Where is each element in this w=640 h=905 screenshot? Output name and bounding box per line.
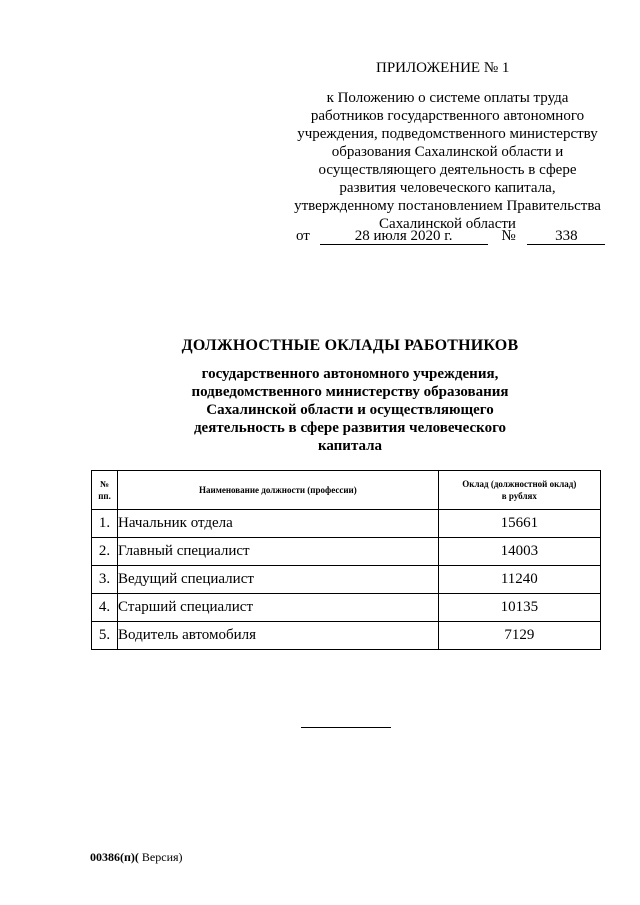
row-salary: 7129	[438, 622, 600, 650]
subtitle-line: государственного автономного учреждения,	[201, 366, 499, 382]
table-row	[92, 566, 601, 594]
resolution-date: 28 июля 2020 г.	[320, 228, 488, 245]
row-number: 5.	[92, 622, 118, 650]
end-divider	[301, 727, 391, 728]
appendix-line: развития человеческого капитала,	[339, 180, 556, 196]
header-number: № пп.	[92, 471, 118, 510]
footer-version: Версия)	[138, 850, 183, 864]
row-position: Ведущий специалист	[118, 566, 439, 594]
header-salary: Оклад (должностной оклад) в рублях	[438, 471, 600, 510]
appendix-line: к Положению о системе оплаты труда	[326, 90, 569, 106]
subtitle-line: Сахалинской области и осуществляющего	[206, 402, 494, 418]
header-position-name: Наименование должности (профессии)	[118, 471, 439, 510]
table-header-row	[92, 471, 601, 510]
appendix-line: осуществляющего деятельность в сфере	[318, 162, 577, 178]
page-title: ДОЛЖНОСТНЫЕ ОКЛАДЫ РАБОТНИКОВ	[181, 337, 519, 354]
row-position: Начальник отдела	[118, 510, 439, 538]
table-row	[92, 538, 601, 566]
table-row	[92, 622, 601, 650]
appendix-line: утвержденному постановлением Правительства	[294, 198, 601, 214]
resolution-date-row	[296, 228, 605, 245]
date-label: от	[296, 228, 310, 244]
row-salary: 11240	[438, 566, 600, 594]
appendix-line: учреждения, подведомственного министерству	[297, 126, 598, 142]
subtitle-line: подведомственного министерству образования	[191, 384, 509, 400]
page-subtitle	[140, 365, 560, 455]
subtitle-line: деятельность в сфере развития человеческого	[193, 420, 507, 436]
row-position: Главный специалист	[118, 538, 439, 566]
row-salary: 15661	[438, 510, 600, 538]
row-position: Старший специалист	[118, 594, 439, 622]
row-number: 2.	[92, 538, 118, 566]
appendix-line: Сахалинской области	[379, 216, 516, 232]
row-number: 1.	[92, 510, 118, 538]
appendix-reference	[270, 89, 625, 233]
row-salary: 10135	[438, 594, 600, 622]
subtitle-line: капитала	[317, 438, 383, 454]
footer-code: 00386(п)(	[90, 850, 139, 864]
appendix-title: ПРИЛОЖЕНИЕ № 1	[376, 60, 510, 76]
row-salary: 14003	[438, 538, 600, 566]
appendix-line: образования Сахалинской области и	[331, 144, 564, 160]
salary-table	[91, 470, 601, 650]
table-row	[92, 510, 601, 538]
row-position: Водитель автомобиля	[118, 622, 439, 650]
row-number: 3.	[92, 566, 118, 594]
appendix-line: работников государственного автономного	[310, 108, 585, 124]
table-row	[92, 594, 601, 622]
row-number: 4.	[92, 594, 118, 622]
number-label: №	[501, 228, 516, 244]
footer-document-code	[90, 850, 183, 865]
resolution-number: 338	[527, 228, 605, 245]
